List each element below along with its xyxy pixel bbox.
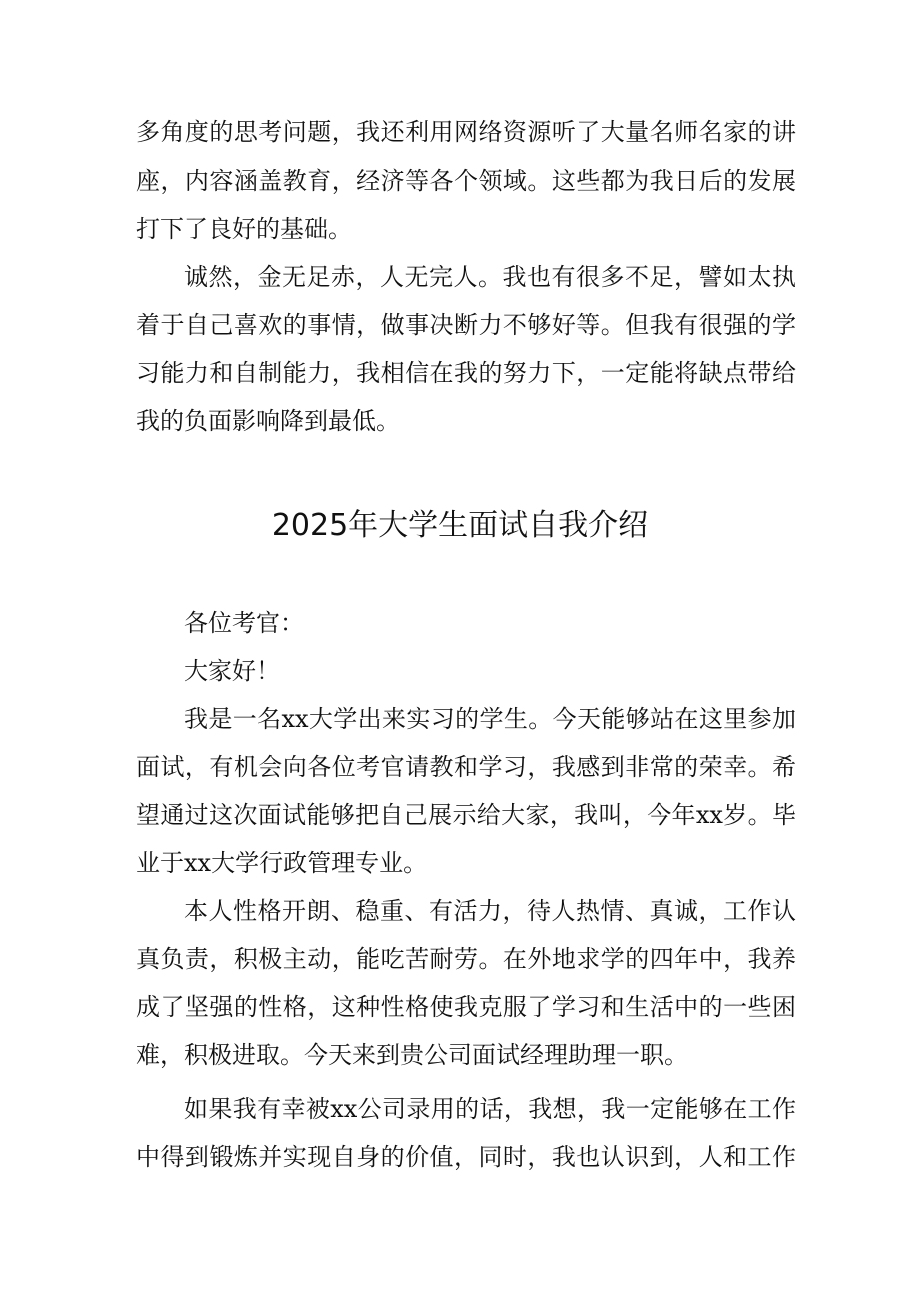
body-text-line: 着于自己喜欢的事情，做事决断力不够好等。但我有很强的学	[136, 311, 796, 339]
page-title: 2025年大学生面试自我介绍	[271, 508, 649, 543]
body-text-line: 如果我有幸被xx公司录用的话，我想，我一定能够在工作	[184, 1095, 796, 1123]
body-text-line: 多角度的思考问题，我还利用网络资源听了大量名师名家的讲	[136, 118, 796, 146]
body-text-line: 真负责，积极主动，能吃苦耐劳。在外地求学的四年中，我养	[136, 945, 796, 973]
body-text-line: 座，内容涵盖教育，经济等各个领域。这些都为我日后的发展	[136, 167, 796, 195]
body-text-line: 难，积极进取。今天来到贵公司面试经理助理一职。	[136, 1041, 688, 1069]
body-text-line: 成了坚强的性格，这种性格使我克服了学习和生活中的一些困	[136, 993, 796, 1021]
body-text-line: 打下了良好的基础。	[136, 215, 352, 243]
greeting-line: 各位考官：	[184, 609, 304, 637]
body-text-line: 我的负面影响降到最低。	[136, 407, 400, 435]
body-text-line: 习能力和自制能力，我相信在我的努力下，一定能将缺点带给	[136, 359, 796, 387]
body-text-line: 中得到锻炼并实现自身的价值，同时，我也认识到，人和工作	[136, 1143, 796, 1171]
body-text-line: 面试，有机会向各位考官请教和学习，我感到非常的荣幸。希	[136, 753, 796, 781]
body-text-line: 诚然，金无足赤，人无完人。我也有很多不足，譬如太执	[184, 263, 796, 291]
body-text-line: 望通过这次面试能够把自己展示给大家，我叫，今年xx岁。毕	[136, 801, 796, 829]
body-text-line: 业于xx大学行政管理专业。	[136, 849, 428, 877]
hello-line: 大家好！	[184, 657, 280, 685]
body-text-line: 本人性格开朗、稳重、有活力，待人热情、真诚，工作认	[184, 897, 796, 925]
body-text-line: 我是一名xx大学出来实习的学生。今天能够站在这里参加	[184, 705, 796, 733]
